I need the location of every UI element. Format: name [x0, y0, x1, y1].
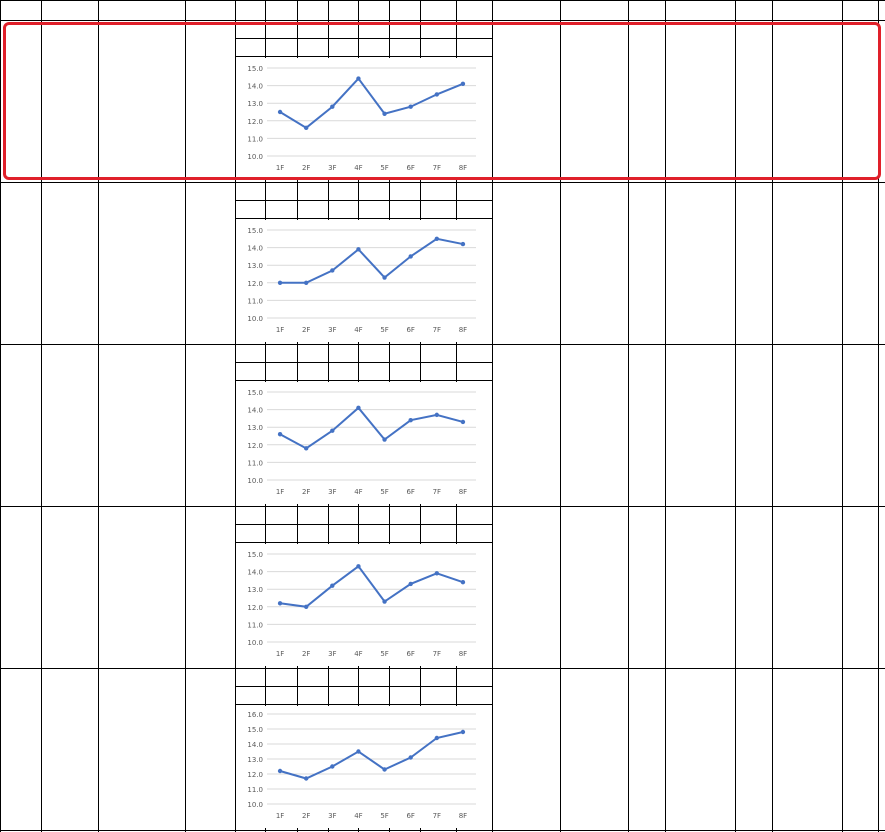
- lap-cell[interactable]: [389, 183, 420, 199]
- x-tick-label: 5F: [380, 488, 389, 496]
- last3f-1st-cell[interactable]: [628, 669, 665, 685]
- last3f-1st-cell[interactable]: [628, 183, 665, 199]
- highlight-box: [3, 22, 881, 180]
- cumulative-cell[interactable]: [358, 201, 389, 217]
- lap-chart: [237, 706, 490, 828]
- pass-order-3rd-cell[interactable]: [772, 345, 842, 361]
- cumulative-cell[interactable]: [389, 525, 420, 541]
- pass-order-3rd-cell[interactable]: [772, 183, 842, 199]
- pass-order-1st-cell[interactable]: [560, 669, 628, 685]
- data-point: [304, 605, 308, 609]
- last3f-2nd-cell[interactable]: [735, 669, 772, 685]
- data-point: [356, 564, 360, 568]
- pass-order-3rd-cell[interactable]: [772, 669, 842, 685]
- cumulative-cell[interactable]: [456, 525, 492, 541]
- lap-cell[interactable]: [456, 507, 492, 523]
- x-tick-label: 6F: [406, 326, 415, 334]
- y-tick-label: 11.0: [247, 135, 263, 144]
- cumulative-cell[interactable]: [328, 363, 358, 379]
- x-tick-label: 3F: [328, 488, 337, 496]
- lap-cell[interactable]: [456, 183, 492, 199]
- race-last-cell[interactable]: [492, 345, 560, 361]
- cumulative-cell[interactable]: [297, 525, 328, 541]
- last3f-2nd-cell[interactable]: [735, 507, 772, 523]
- data-point: [330, 429, 334, 433]
- data-point: [304, 776, 308, 780]
- data-point: [330, 583, 334, 587]
- x-tick-label: 7F: [432, 488, 442, 496]
- y-tick-label: 12.0: [247, 117, 263, 126]
- data-point: [382, 599, 386, 603]
- cumulative-cell[interactable]: [420, 525, 456, 541]
- lap-cell[interactable]: [328, 183, 358, 199]
- x-tick-label: 2F: [301, 812, 311, 820]
- cumulative-cell[interactable]: [420, 363, 456, 379]
- cumulative-cell[interactable]: [265, 525, 297, 541]
- x-tick-label: 4F: [354, 650, 363, 658]
- cumulative-cell[interactable]: [456, 363, 492, 379]
- lap-row-border: [235, 686, 492, 687]
- lap-line-chart: [237, 706, 490, 828]
- cumulative-row-border: [235, 218, 492, 219]
- data-point: [461, 242, 465, 246]
- last3f-3rd-cell[interactable]: [842, 183, 878, 199]
- lap-row-border: [235, 362, 492, 363]
- x-tick-label: 4F: [354, 326, 363, 334]
- x-tick-label: 5F: [380, 650, 389, 658]
- lap-cell[interactable]: [456, 669, 492, 685]
- x-tick-label: 7F: [432, 326, 442, 334]
- lap-cell[interactable]: [358, 345, 389, 361]
- cumulative-cell[interactable]: [235, 687, 265, 703]
- lap-cell[interactable]: [328, 507, 358, 523]
- lap-cell[interactable]: [456, 345, 492, 361]
- last3f-3rd-cell[interactable]: [842, 507, 878, 523]
- data-point: [278, 432, 282, 436]
- data-point: [435, 237, 439, 241]
- pass-order-1st-cell[interactable]: [560, 345, 628, 361]
- y-tick-label: 12.0: [247, 603, 263, 612]
- x-tick-label: 1F: [275, 326, 285, 334]
- pass-order-1st-cell[interactable]: [560, 507, 628, 523]
- lap-cell[interactable]: [328, 345, 358, 361]
- cumulative-cell[interactable]: [235, 201, 265, 217]
- x-tick-label: 2F: [301, 488, 311, 496]
- y-tick-label: 15.0: [247, 551, 263, 559]
- cumulative-cell[interactable]: [297, 363, 328, 379]
- cumulative-cell[interactable]: [328, 525, 358, 541]
- lap-cell[interactable]: [420, 507, 456, 523]
- header-cell[interactable]: [328, 2, 358, 18]
- x-tick-label: 4F: [354, 488, 363, 496]
- cumulative-cell[interactable]: [420, 687, 456, 703]
- cumulative-cell[interactable]: [358, 363, 389, 379]
- x-tick-label: 8F: [458, 812, 468, 820]
- header-cell[interactable]: [358, 2, 389, 18]
- year-cell[interactable]: [0, 507, 41, 523]
- x-tick-label: 5F: [380, 164, 389, 172]
- cumulative-cell[interactable]: [358, 687, 389, 703]
- x-tick-label: 8F: [458, 164, 468, 172]
- y-tick-label: 10.0: [247, 315, 263, 323]
- data-point: [382, 767, 386, 771]
- header-cell[interactable]: [389, 2, 420, 18]
- data-point: [435, 571, 439, 575]
- y-tick-label: 16.0: [247, 711, 263, 719]
- cumulative-cell[interactable]: [456, 201, 492, 217]
- race-last-cell[interactable]: [492, 507, 560, 523]
- lap-cell[interactable]: [235, 669, 265, 685]
- cumulative-cell[interactable]: [297, 201, 328, 217]
- header-cell[interactable]: [842, 2, 878, 18]
- cumulative-cell[interactable]: [389, 687, 420, 703]
- y-tick-label: 13.0: [247, 586, 263, 595]
- header-cell[interactable]: [560, 2, 628, 18]
- header-cell[interactable]: [456, 2, 492, 18]
- data-point: [461, 420, 465, 424]
- data-point: [356, 406, 360, 410]
- lap-cell[interactable]: [235, 345, 265, 361]
- last3f-1st-cell[interactable]: [628, 507, 665, 523]
- x-tick-label: 8F: [458, 326, 468, 334]
- x-tick-label: 5F: [380, 812, 389, 820]
- data-point: [356, 749, 360, 753]
- data-point: [278, 281, 282, 285]
- data-point: [278, 601, 282, 605]
- x-tick-label: 5F: [380, 326, 389, 334]
- cumulative-cell[interactable]: [265, 201, 297, 217]
- last3f-3rd-cell[interactable]: [842, 669, 878, 685]
- cumulative-cell[interactable]: [235, 525, 265, 541]
- data-point: [382, 437, 386, 441]
- cumulative-cell[interactable]: [456, 687, 492, 703]
- cumulative-cell[interactable]: [265, 363, 297, 379]
- x-tick-label: 2F: [301, 650, 311, 658]
- lap-cell[interactable]: [265, 183, 297, 199]
- lap-row-border: [235, 524, 492, 525]
- x-tick-label: 2F: [301, 164, 311, 172]
- winner-cell[interactable]: [98, 507, 185, 523]
- lap-chart: [237, 220, 490, 342]
- weather-cell[interactable]: [41, 669, 98, 685]
- lap-cell[interactable]: [265, 669, 297, 685]
- race-last-cell[interactable]: [492, 669, 560, 685]
- time-cell[interactable]: [185, 669, 235, 685]
- cumulative-row-border: [235, 380, 492, 381]
- data-point: [330, 268, 334, 272]
- y-tick-label: 10.0: [247, 801, 263, 809]
- lap-cell[interactable]: [297, 183, 328, 199]
- y-tick-label: 13.0: [247, 756, 263, 764]
- lap-cell[interactable]: [420, 183, 456, 199]
- x-tick-label: 1F: [275, 650, 285, 658]
- lap-cell[interactable]: [389, 345, 420, 361]
- y-tick-label: 15.0: [247, 65, 263, 73]
- y-tick-label: 10.0: [247, 477, 263, 485]
- lap-cell[interactable]: [358, 507, 389, 523]
- cumulative-cell[interactable]: [265, 687, 297, 703]
- lap-cell[interactable]: [297, 669, 328, 685]
- cumulative-row-border: [235, 542, 492, 543]
- y-tick-label: 15.0: [247, 389, 263, 397]
- cumulative-row-border: [235, 704, 492, 705]
- last3f-2nd-cell[interactable]: [735, 183, 772, 199]
- last3f-3rd-cell[interactable]: [842, 345, 878, 361]
- lap-cell[interactable]: [235, 507, 265, 523]
- pass-order-2nd-cell[interactable]: [665, 183, 735, 199]
- header-cell[interactable]: [0, 2, 41, 18]
- lap-cell[interactable]: [297, 507, 328, 523]
- last3f-2nd-cell[interactable]: [735, 345, 772, 361]
- cumulative-cell[interactable]: [328, 201, 358, 217]
- weather-cell[interactable]: [41, 507, 98, 523]
- lap-cell[interactable]: [389, 669, 420, 685]
- y-tick-label: 13.0: [247, 424, 263, 433]
- lap-cell[interactable]: [358, 183, 389, 199]
- weather-cell[interactable]: [41, 183, 98, 199]
- lap-cell[interactable]: [297, 345, 328, 361]
- x-tick-label: 6F: [406, 164, 415, 172]
- header-cell[interactable]: [735, 2, 772, 18]
- cumulative-cell[interactable]: [420, 201, 456, 217]
- x-tick-label: 7F: [432, 812, 442, 820]
- cumulative-cell[interactable]: [328, 687, 358, 703]
- data-point: [330, 764, 334, 768]
- data-point: [408, 418, 412, 422]
- y-tick-label: 14.0: [247, 568, 263, 577]
- time-cell[interactable]: [185, 183, 235, 199]
- header-cell[interactable]: [235, 2, 265, 18]
- y-tick-label: 11.0: [247, 786, 263, 794]
- x-tick-label: 1F: [275, 164, 285, 172]
- series-line: [280, 239, 463, 283]
- header-cell[interactable]: [265, 2, 297, 18]
- lap-cell[interactable]: [420, 345, 456, 361]
- cumulative-cell[interactable]: [235, 363, 265, 379]
- x-tick-label: 7F: [432, 650, 442, 658]
- y-tick-label: 13.0: [247, 262, 263, 271]
- y-tick-label: 14.0: [247, 741, 263, 749]
- lap-cell[interactable]: [389, 507, 420, 523]
- x-tick-label: 8F: [458, 488, 468, 496]
- y-tick-label: 11.0: [247, 297, 263, 306]
- y-tick-label: 15.0: [247, 726, 263, 734]
- x-tick-label: 4F: [354, 812, 363, 820]
- x-tick-label: 3F: [328, 650, 337, 658]
- x-tick-label: 6F: [406, 812, 415, 820]
- header-cell[interactable]: [665, 2, 735, 18]
- header-cell[interactable]: [297, 2, 328, 18]
- lap-cell[interactable]: [265, 507, 297, 523]
- last3f-1st-cell[interactable]: [628, 345, 665, 361]
- column-border: [0, 0, 1, 832]
- year-cell[interactable]: [0, 345, 41, 361]
- y-tick-label: 13.0: [247, 100, 263, 109]
- lap-cell[interactable]: [358, 669, 389, 685]
- cumulative-cell[interactable]: [297, 687, 328, 703]
- cumulative-cell[interactable]: [389, 363, 420, 379]
- lap-cell[interactable]: [328, 669, 358, 685]
- year-cell[interactable]: [0, 669, 41, 685]
- x-tick-label: 3F: [328, 812, 337, 820]
- weather-cell[interactable]: [41, 345, 98, 361]
- y-tick-label: 15.0: [247, 227, 263, 235]
- cumulative-cell[interactable]: [358, 525, 389, 541]
- pass-order-2nd-cell[interactable]: [665, 345, 735, 361]
- x-tick-label: 2F: [301, 326, 311, 334]
- lap-cell[interactable]: [235, 183, 265, 199]
- header-cell[interactable]: [420, 2, 456, 18]
- lap-cell[interactable]: [420, 669, 456, 685]
- y-tick-label: 12.0: [247, 279, 263, 288]
- x-tick-label: 7F: [432, 164, 442, 172]
- winner-cell[interactable]: [98, 183, 185, 199]
- x-tick-label: 3F: [328, 164, 337, 172]
- y-tick-label: 14.0: [247, 406, 263, 415]
- data-point: [408, 582, 412, 586]
- x-tick-label: 1F: [275, 488, 285, 496]
- header-cell[interactable]: [41, 2, 98, 18]
- data-point: [435, 736, 439, 740]
- year-cell[interactable]: [0, 183, 41, 199]
- y-tick-label: 10.0: [247, 639, 263, 647]
- y-tick-label: 12.0: [247, 441, 263, 450]
- lap-chart: [237, 544, 490, 666]
- x-tick-label: 6F: [406, 488, 415, 496]
- data-point: [304, 281, 308, 285]
- x-tick-label: 6F: [406, 650, 415, 658]
- race-last-cell[interactable]: [492, 183, 560, 199]
- winner-cell[interactable]: [98, 345, 185, 361]
- x-tick-label: 8F: [458, 650, 468, 658]
- data-point: [408, 755, 412, 759]
- data-point: [382, 275, 386, 279]
- y-tick-label: 11.0: [247, 459, 263, 468]
- y-tick-label: 14.0: [247, 82, 263, 91]
- y-tick-label: 11.0: [247, 621, 263, 630]
- pass-order-2nd-cell[interactable]: [665, 669, 735, 685]
- lap-cell[interactable]: [265, 345, 297, 361]
- pass-order-2nd-cell[interactable]: [665, 507, 735, 523]
- race-block-border: [0, 830, 885, 831]
- header-cell[interactable]: [628, 2, 665, 18]
- winner-cell[interactable]: [98, 669, 185, 685]
- time-cell[interactable]: [185, 345, 235, 361]
- header-cell[interactable]: [492, 2, 560, 18]
- header-cell[interactable]: [185, 2, 235, 18]
- lap-line-chart: [237, 382, 490, 504]
- lap-line-chart: [237, 544, 490, 666]
- y-tick-label: 12.0: [247, 771, 263, 779]
- data-point: [356, 247, 360, 251]
- y-tick-label: 10.0: [247, 153, 263, 161]
- time-cell[interactable]: [185, 507, 235, 523]
- lap-chart: [237, 382, 490, 504]
- lap-row-border: [235, 200, 492, 201]
- data-point: [461, 580, 465, 584]
- data-point: [304, 446, 308, 450]
- data-point: [278, 769, 282, 773]
- pass-order-1st-cell[interactable]: [560, 183, 628, 199]
- x-tick-label: 1F: [275, 812, 285, 820]
- lap-line-chart: [237, 220, 490, 342]
- header-cell[interactable]: [772, 2, 842, 18]
- x-tick-label: 3F: [328, 326, 337, 334]
- data-point: [408, 254, 412, 258]
- data-point: [435, 413, 439, 417]
- data-point: [461, 730, 465, 734]
- pass-order-3rd-cell[interactable]: [772, 507, 842, 523]
- header-cell[interactable]: [98, 2, 185, 18]
- cumulative-cell[interactable]: [389, 201, 420, 217]
- x-tick-label: 4F: [354, 164, 363, 172]
- header-top-border: [0, 0, 885, 1]
- y-tick-label: 14.0: [247, 244, 263, 253]
